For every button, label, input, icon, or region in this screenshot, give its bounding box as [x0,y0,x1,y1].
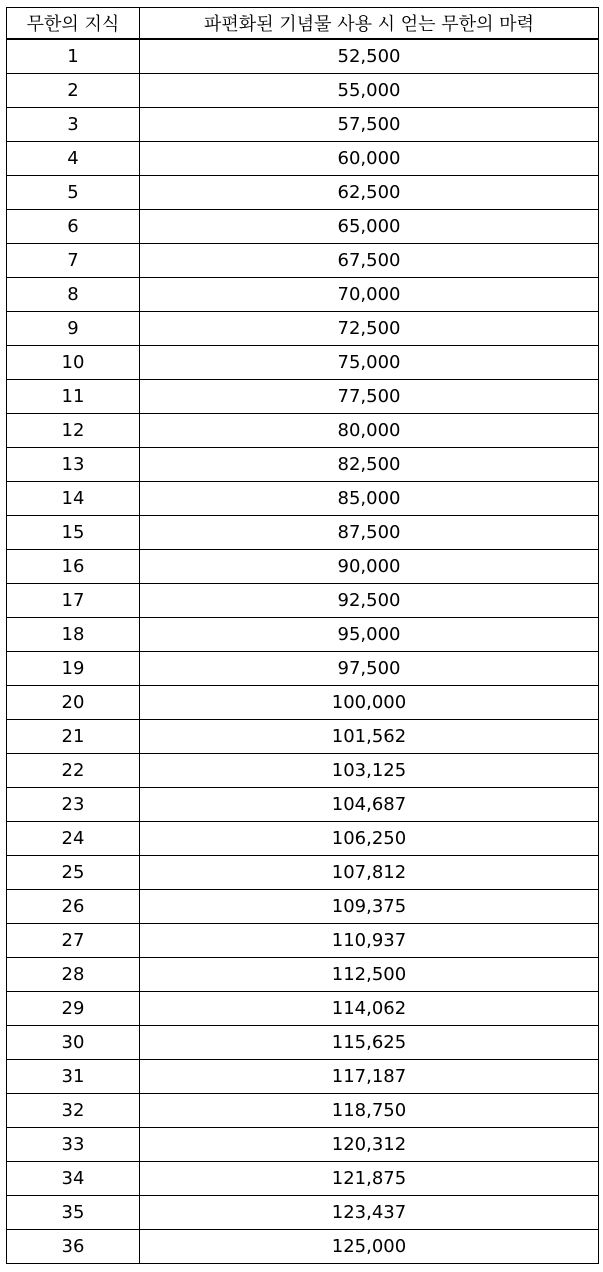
table-row [7,346,599,380]
level-cell: 22 [7,754,140,788]
mana-cell: 101,562 [140,720,599,754]
level-cell: 21 [7,720,140,754]
level-cell: 36 [7,1230,140,1264]
mana-cell: 67,500 [140,244,599,278]
level-cell: 35 [7,1196,140,1230]
mana-cell: 117,187 [140,1060,599,1094]
mana-cell: 104,687 [140,788,599,822]
level-cell: 32 [7,1094,140,1128]
mana-cell: 65,000 [140,210,599,244]
level-cell: 26 [7,890,140,924]
level-cell: 3 [7,108,140,142]
table-row [7,550,599,584]
table-row [7,720,599,754]
table-row [7,1128,599,1162]
table-row [7,448,599,482]
table-body [7,39,599,1264]
mana-cell: 106,250 [140,822,599,856]
level-cell: 31 [7,1060,140,1094]
level-cell: 30 [7,1026,140,1060]
level-cell: 25 [7,856,140,890]
level-cell: 34 [7,1162,140,1196]
mana-cell: 118,750 [140,1094,599,1128]
table-row [7,788,599,822]
table-row [7,482,599,516]
table-row [7,1094,599,1128]
mana-cell: 121,875 [140,1162,599,1196]
level-cell: 19 [7,652,140,686]
mana-cell: 87,500 [140,516,599,550]
header-mana: 파편화된 기념물 사용 시 얻는 무한의 마력 [140,8,599,40]
mana-cell: 110,937 [140,924,599,958]
table-row [7,278,599,312]
mana-cell: 107,812 [140,856,599,890]
table-row [7,74,599,108]
table-row [7,1026,599,1060]
level-cell: 17 [7,584,140,618]
level-cell: 14 [7,482,140,516]
mana-cell: 72,500 [140,312,599,346]
mana-cell: 115,625 [140,1026,599,1060]
table-row [7,210,599,244]
level-cell: 4 [7,142,140,176]
table-row [7,1060,599,1094]
level-cell: 1 [7,39,140,74]
mana-cell: 62,500 [140,176,599,210]
mana-cell: 123,437 [140,1196,599,1230]
level-cell: 29 [7,992,140,1026]
mana-cell: 109,375 [140,890,599,924]
table-row [7,822,599,856]
mana-cell: 103,125 [140,754,599,788]
level-cell: 24 [7,822,140,856]
level-cell: 20 [7,686,140,720]
table-row [7,39,599,74]
level-cell: 23 [7,788,140,822]
mana-cell: 82,500 [140,448,599,482]
table-header [7,8,599,40]
mana-cell: 90,000 [140,550,599,584]
level-cell: 8 [7,278,140,312]
mana-cell: 85,000 [140,482,599,516]
level-cell: 28 [7,958,140,992]
table-row [7,618,599,652]
table-row [7,1162,599,1196]
table-row [7,924,599,958]
level-cell: 7 [7,244,140,278]
table-row [7,414,599,448]
mana-cell: 55,000 [140,74,599,108]
mana-cell: 92,500 [140,584,599,618]
table-row [7,516,599,550]
table-row [7,380,599,414]
level-cell: 15 [7,516,140,550]
header-level: 무한의 지식 [7,8,140,40]
table-row [7,176,599,210]
level-cell: 2 [7,74,140,108]
level-cell: 27 [7,924,140,958]
mana-cell: 52,500 [140,39,599,74]
mana-cell: 100,000 [140,686,599,720]
mana-cell: 97,500 [140,652,599,686]
table-row [7,992,599,1026]
mana-cell: 95,000 [140,618,599,652]
table-row [7,686,599,720]
level-cell: 12 [7,414,140,448]
mana-cell: 57,500 [140,108,599,142]
table-row [7,754,599,788]
level-cell: 9 [7,312,140,346]
level-cell: 10 [7,346,140,380]
level-cell: 13 [7,448,140,482]
mana-cell: 75,000 [140,346,599,380]
table-row [7,1196,599,1230]
level-cell: 5 [7,176,140,210]
mana-cell: 114,062 [140,992,599,1026]
level-cell: 18 [7,618,140,652]
table-row [7,108,599,142]
level-cell: 6 [7,210,140,244]
table-row [7,1230,599,1264]
mana-cell: 112,500 [140,958,599,992]
mana-cell: 120,312 [140,1128,599,1162]
mana-cell: 60,000 [140,142,599,176]
table-row [7,856,599,890]
infinite-mana-table [6,7,599,1264]
table-row [7,584,599,618]
table-row [7,142,599,176]
table-row [7,890,599,924]
mana-cell: 77,500 [140,380,599,414]
level-cell: 11 [7,380,140,414]
header-row [7,8,599,40]
mana-cell: 70,000 [140,278,599,312]
table-row [7,652,599,686]
level-cell: 33 [7,1128,140,1162]
mana-cell: 125,000 [140,1230,599,1264]
table-row [7,244,599,278]
table-row [7,312,599,346]
mana-cell: 80,000 [140,414,599,448]
table-row [7,958,599,992]
level-cell: 16 [7,550,140,584]
